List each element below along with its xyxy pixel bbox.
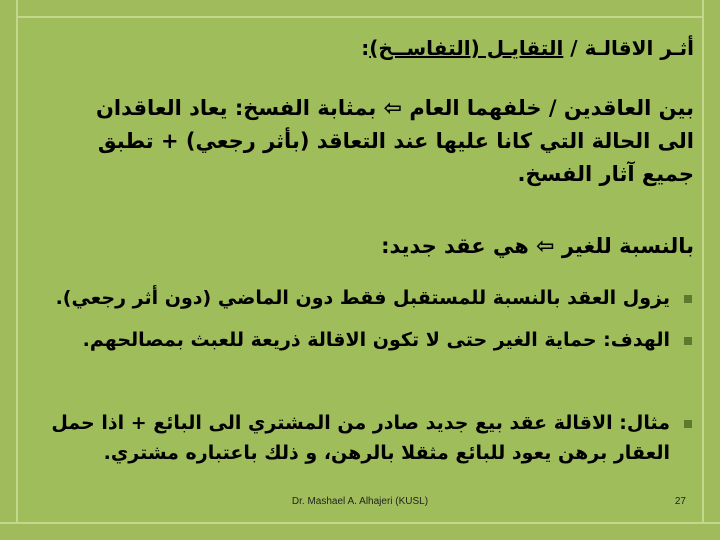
bullet-item bbox=[83, 326, 692, 354]
square-bullet-icon bbox=[684, 337, 692, 345]
paragraph-effect-parties bbox=[96, 92, 694, 191]
title-part1: أثـر الاقالـة / bbox=[570, 36, 694, 60]
bullet-text: الهدف: حماية الغير حتى لا تكون الاقالة ذريعة للعبث بمصالحهم. bbox=[82, 329, 670, 351]
slide-frame-right bbox=[702, 0, 720, 540]
square-bullet-icon bbox=[684, 420, 692, 428]
slide-title bbox=[361, 36, 694, 60]
bullet-item bbox=[56, 284, 692, 312]
page-number: 27 bbox=[674, 496, 686, 507]
paragraph-effect-third-party bbox=[381, 230, 694, 263]
bullet-text: يزول العقد بالنسبة للمستقبل فقط دون الماضي (دون أثر رجعي). bbox=[55, 287, 670, 309]
bullet-text-line2: العقار برهن يعود للبائع مثقلا بالرهن، و ذلك باعتباره مشتري. bbox=[103, 442, 670, 464]
title-colon: : bbox=[361, 36, 370, 60]
para2-line1-a: بالنسبة للغير bbox=[561, 234, 694, 258]
title-part2: التقايـل (التفاســخ) bbox=[369, 36, 564, 60]
para2-line1-b: هي عقد جديد: bbox=[381, 234, 529, 258]
para1-line1-a: بين العاقدين / خلفهما العام bbox=[409, 96, 694, 120]
para1-line1-b: بمثابة الفسخ: يعاد العاقدان bbox=[96, 96, 377, 120]
para1-line2: الى الحالة التي كانا عليها عند التعاقد (بأثر رجعي) + تطبق bbox=[97, 129, 694, 153]
left-arrow-icon: ⇦ bbox=[536, 234, 555, 259]
para1-line3: جميع آثار الفسخ. bbox=[517, 162, 694, 186]
slide-frame-bottom bbox=[0, 522, 720, 540]
slide-frame-left bbox=[0, 0, 18, 540]
footer-author: Dr. Mashael A. Alhajeri (KUSL) bbox=[291, 496, 429, 507]
square-bullet-icon bbox=[684, 295, 692, 303]
para1-line1 bbox=[96, 92, 694, 125]
left-arrow-icon: ⇦ bbox=[383, 96, 403, 121]
bullet-item bbox=[51, 408, 692, 468]
slide-frame-top bbox=[0, 0, 720, 18]
bullet-text-line1: مثال: الاقالة عقد بيع جديد صادر من المشتري الى البائع + اذا حمل bbox=[51, 412, 670, 434]
